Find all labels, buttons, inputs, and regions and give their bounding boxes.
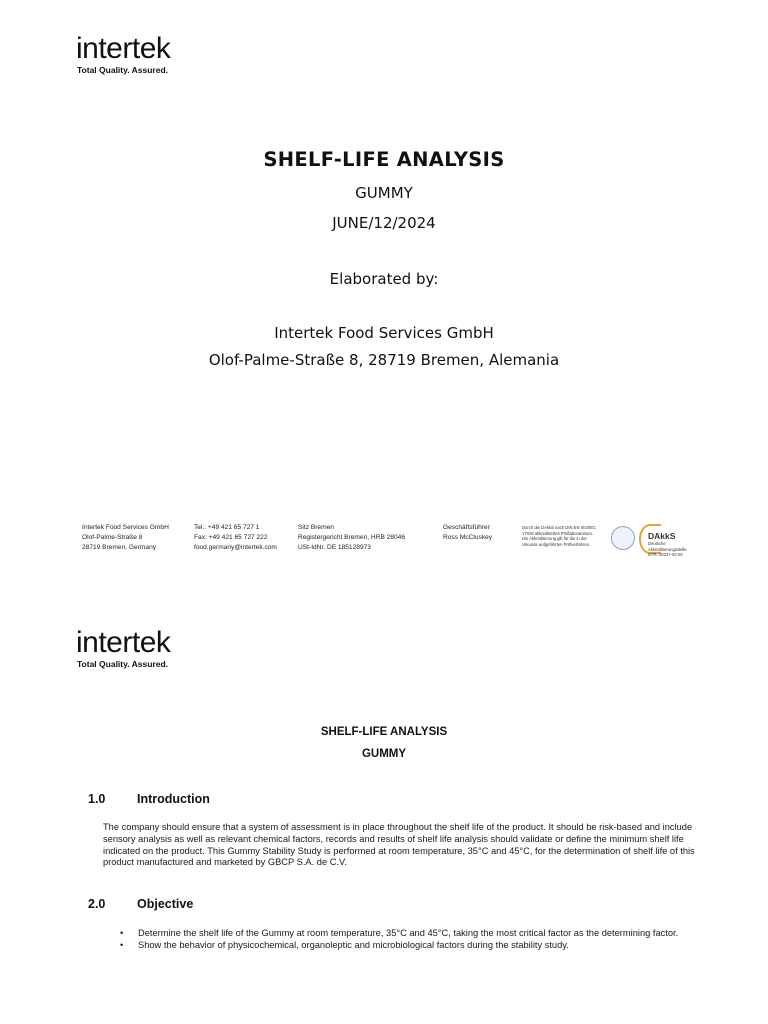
cover-product: GUMMY [355,184,413,202]
footer-line: USt-IdNr. DE 185128973 [298,544,371,551]
footer-line: Fax: +49 421 65 727 222 [194,534,268,541]
report-product: GUMMY [361,748,407,760]
footer-line: food.germany@intertek.com [194,544,277,551]
dakks-label: DAkkS [648,531,676,541]
logo-wordmark: intertek [76,32,171,65]
footer-line: Ross McCluskey [443,534,493,541]
footer-line: Geschäftsführer [443,524,490,531]
logo-wordmark: intertek [76,626,171,659]
logo-tagline: Total Quality. Assured. [77,65,168,75]
bullet-icon: • [120,928,124,938]
list-item [104,940,714,952]
footer-management-block [443,523,492,543]
bullet-icon: • [120,939,124,950]
footer-line: Urkunde aufgeführten Prüfverfahren. [522,541,591,547]
footer-line: Tel.: +49 421 65 727 1 [194,524,260,531]
introduction-paragraph: The company should ensure that a system of assessment is in place throughout the shelf life of the product. It should be risk-based and include sensory analysis as well as relevant chemical factors, records and results of shelf life analysis should validate or define the minimum shelf life indicated on the product. This Gummy Stability Study is performed at room temperature, 35°C and 45°C, for the determination of shelf life of this product manufactured and marketed by GBCP S.A. de C.V. [103,822,695,868]
elaborated-by-label: Elaborated by: [329,270,439,288]
footer-line: Die Akkreditierung gilt für die in der [522,536,587,542]
footer-line: 17025 akkreditiertes Prüflaboratorium. [522,530,593,536]
footer-line: 28719 Bremen, Germany [82,544,157,551]
footer-line: Sitz Bremen [298,524,334,531]
footer-company-block [82,523,169,553]
footer-line: Registergericht Bremen, HRB 28046 [298,534,406,541]
company-name: Intertek Food Services GmbH [274,324,494,342]
cover-title: SHELF-LIFE ANALYSIS [263,148,505,171]
footer-contact-block [194,523,277,553]
section-number: 1.0 [88,792,106,806]
footer-line: D-PL-18237-02-00 [648,552,683,558]
accreditation-note [522,525,612,547]
accreditation-seal-icon [611,526,635,550]
objective-list [104,928,714,952]
intertek-logo [76,34,170,75]
company-address: Olof-Palme-Straße 8, 28719 Bremen, Alemania [208,351,560,369]
section-number: 2.0 [88,897,106,911]
list-item-text: Show the behavior of physicochemical, organoleptic and microbiological factors during the stability study. [138,939,569,950]
footer-line: Deutsche [648,541,666,546]
footer-registry-block [298,523,405,553]
section-heading-introduction: Introduction [137,792,210,806]
logo-tagline: Total Quality. Assured. [77,659,168,669]
section-heading-objective: Objective [137,897,194,911]
footer-line: Intertek Food Services GmbH [82,524,169,531]
footer-line: Olof-Palme-Straße 8 [82,534,143,541]
dakks-details [648,541,687,558]
intertek-logo [76,628,170,669]
footer-line: Durch die DAkkS nach DIN EN ISO/IEC [522,525,597,530]
footer-line: Akkreditierungsstelle [648,546,687,552]
list-item-text: Determine the shelf life of the Gummy at room temperature, 35°C and 45°C, taking the most critical factor as the determining factor. [138,928,679,938]
report-title: SHELF-LIFE ANALYSIS [320,726,448,738]
cover-date: JUNE/12/2024 [332,214,436,232]
list-item [104,928,714,940]
